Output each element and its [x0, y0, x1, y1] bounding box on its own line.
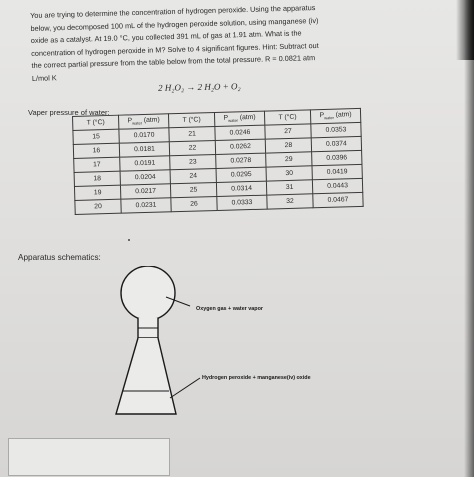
pressure-cell: 0.0467 — [313, 192, 363, 207]
pressure-cell: 0.0443 — [312, 178, 362, 193]
pressure-cell: 0.0353 — [311, 122, 361, 137]
pressure-cell: 0.0262 — [215, 139, 265, 154]
header-pressure: $P_{water}$ (atm) — [310, 108, 360, 123]
stray-dot — [128, 239, 130, 241]
problem-line: concentration of hydrogen peroxide in M? Solve to 4 significant figures. Hint: Subtract out — [31, 40, 319, 58]
temperature-cell: 16 — [73, 143, 119, 158]
pressure-cell: 0.0170 — [119, 128, 169, 143]
temperature-cell: 24 — [170, 168, 216, 183]
problem-line: the correct partial pressure from the table below from the total pressure. R = 0.0821 atm — [31, 53, 316, 71]
temperature-cell: 21 — [169, 127, 215, 142]
temperature-cell: 17 — [74, 157, 120, 172]
pressure-cell: 0.0204 — [120, 170, 170, 185]
temperature-cell: 15 — [73, 129, 119, 144]
temperature-cell: 31 — [266, 180, 312, 195]
balloon-label: Oxygen gas + water vapor — [196, 306, 263, 312]
temperature-cell: 30 — [266, 166, 312, 181]
temperature-cell: 27 — [265, 124, 311, 139]
page-edge-shadow — [464, 0, 474, 477]
pressure-cell: 0.0314 — [216, 181, 266, 196]
problem-statement — [30, 0, 452, 86]
temperature-cell: 26 — [171, 196, 217, 211]
pressure-cell: 0.0217 — [120, 184, 170, 199]
balloon-shape — [121, 266, 175, 320]
temperature-cell: 18 — [74, 171, 120, 186]
pressure-cell: 0.0396 — [312, 150, 362, 165]
page-corner-shadow — [456, 0, 474, 60]
vapor-pressure-label: Vaper pressure of water: — [28, 108, 110, 117]
temperature-cell: 23 — [170, 155, 216, 170]
temperature-cell: 29 — [266, 152, 312, 167]
flask-label: Hydrogen peroxide + manganese(iv) oxide — [202, 375, 311, 381]
pressure-cell: 0.0246 — [215, 125, 265, 140]
reaction-equation: 2 H₂O₂ → 2 H₂O + O₂ — [157, 81, 241, 93]
header-temp: T (°C) — [73, 115, 119, 130]
pressure-cell: 0.0419 — [312, 164, 362, 179]
temperature-cell: 28 — [265, 138, 311, 153]
pressure-cell: 0.0333 — [217, 195, 267, 210]
flask-body — [116, 338, 176, 414]
pressure-cell: 0.0181 — [119, 142, 169, 157]
problem-line: below, you decomposed 100 mL of the hydrogen peroxide solution, using manganese (iv) — [30, 15, 319, 33]
pressure-cell: 0.0191 — [120, 156, 170, 171]
header-pressure: $P_{water}$ (atm) — [214, 111, 264, 126]
vapor-pressure-table-wrap — [72, 108, 364, 215]
pressure-cell: 0.0295 — [216, 167, 266, 182]
problem-line: oxide as a catalyst. At 19.0 °C, you collected 391 mL of gas at 1.91 atm. What is the — [30, 28, 302, 46]
pressure-cell: 0.0278 — [216, 153, 266, 168]
answer-input-box[interactable] — [8, 438, 170, 476]
problem-line: You are trying to determine the concentration of hydrogen peroxide. Using the apparatus — [30, 3, 316, 20]
flask-pointer — [170, 378, 200, 398]
header-temp: T (°C) — [264, 110, 310, 125]
apparatus-diagram — [110, 266, 370, 426]
schematics-label: Apparatus schematics: — [18, 253, 101, 262]
problem-line: L/mol K — [31, 73, 57, 83]
temperature-cell: 19 — [74, 185, 120, 200]
temperature-cell: 22 — [169, 141, 215, 156]
header-temp: T (°C) — [168, 113, 214, 128]
temperature-cell: 32 — [267, 194, 313, 209]
pressure-cell: 0.0374 — [311, 136, 361, 151]
vapor-pressure-table — [72, 108, 364, 215]
temperature-cell: 20 — [75, 199, 121, 214]
temperature-cell: 25 — [170, 182, 216, 197]
pressure-cell: 0.0231 — [121, 198, 171, 213]
header-pressure: $P_{water}$ (atm) — [118, 114, 168, 129]
